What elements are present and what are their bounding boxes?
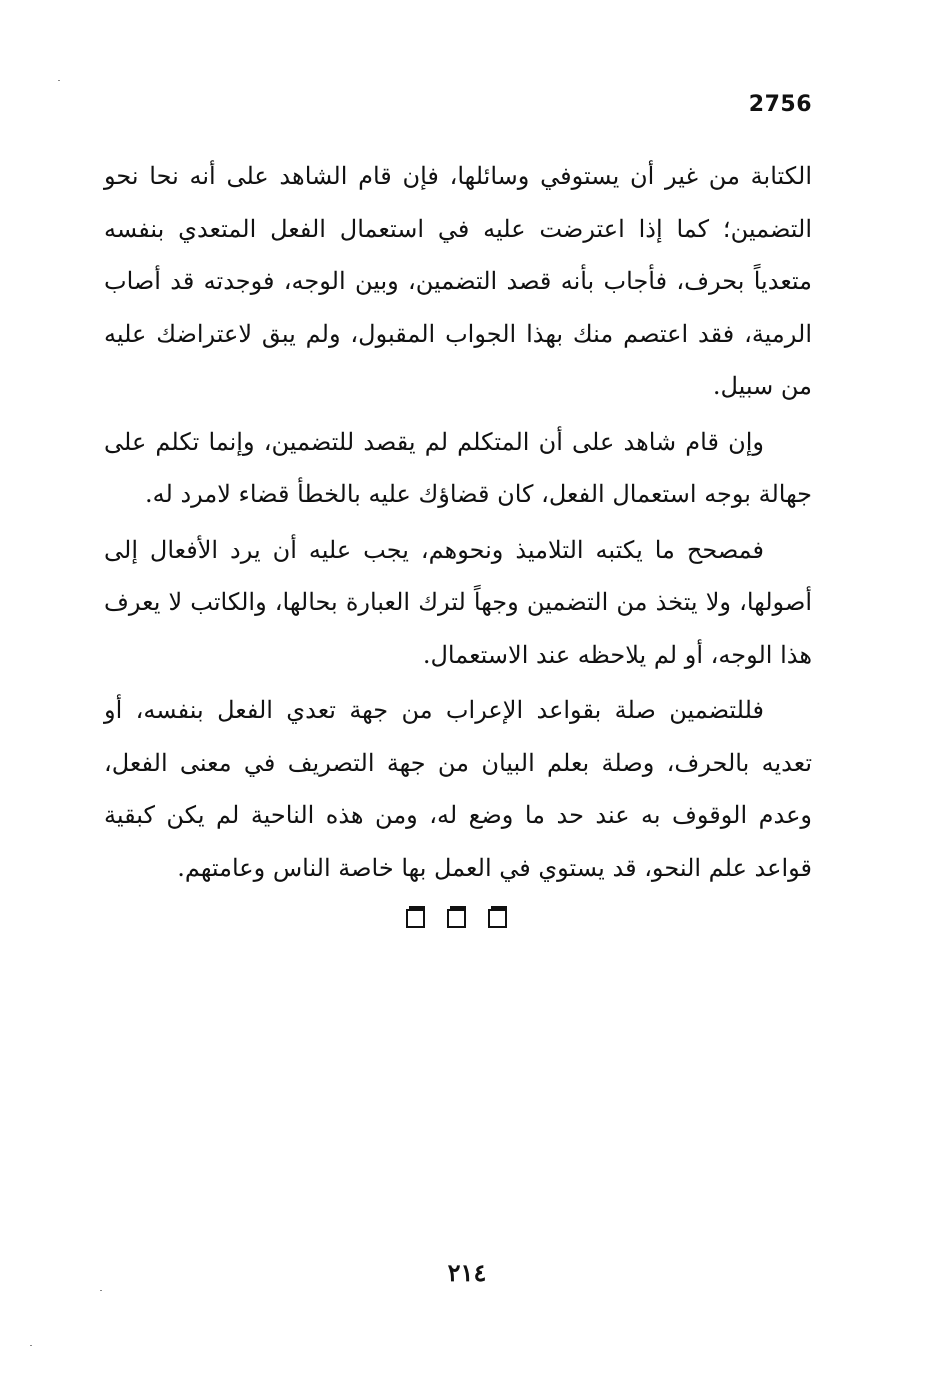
scan-speck [100,1290,102,1291]
page-number-top: 2756 [748,92,812,117]
paragraph: فللتضمين صلة بقواعد الإعراب من جهة تعدي الفعل بنفسه، أو تعديه بالحرف، وصلة بعلم البيان من جهة التصريف في معنى الفعل، وعدم الوقوف به عند حد ما وضع له، ومن هذه الناحية لم يكن كبقية قواعد علم النحو، قد يستوي في العمل بها خاصة الناس وعامتهم. [104,696,813,882]
paragraph: وإن قام شاهد على أن المتكلم لم يقصد للتضمين، وإنما تكلم على جهالة بوجه استعمال الفعل، كان قضاؤك عليه بالخطأ قضاء لامرد له. [104,427,812,508]
scan-speck [58,80,60,81]
body-text [104,150,812,897]
paragraph: فمصحح ما يكتبه التلاميذ ونحوهم، يجب عليه أن يرد الأفعال إلى أصولها، ولا يتخذ من التضمين وجهاً لترك العبارة بحالها، والكاتب لا يعرف هذا الوجه، أو لم يلاحظه عند الاستعمال. [104,535,812,669]
box-icon [488,906,510,928]
box-icon [447,906,469,928]
section-ornament [406,906,510,928]
paragraph: الكتابة من غير أن يستوفي وسائلها، فإن قام الشاهد على أنه نحا نحو التضمين؛ كما إذا اعترضت عليه في استعمال الفعل المتعدي بنفسه متعدياً بحرف، فأجاب بأنه قصد التضمين، وبين الوجه، فوجدته قد أصاب الرمية، فقد اعتصم منك بهذا الجواب المقبول، ولم يبق لاعتراضك عليه من سبيل. [104,162,813,400]
scan-speck [30,1345,32,1346]
box-icon [406,906,428,928]
page-number-bottom: ٢١٤ [447,1258,487,1287]
